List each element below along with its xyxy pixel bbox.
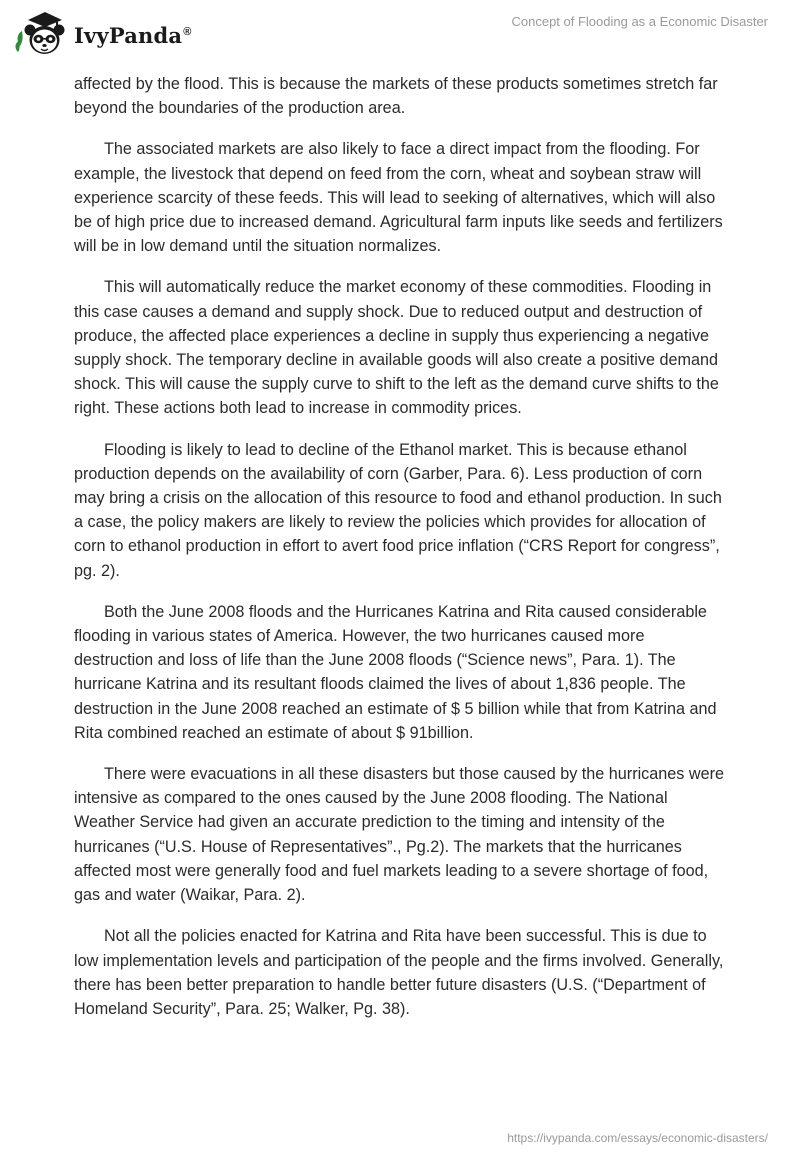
- page-header: [0, 0, 800, 70]
- source-url-link[interactable]: https://ivypanda.com/essays/economic-disasters/: [507, 1131, 768, 1145]
- logo-wordmark: IvyPanda®: [74, 22, 192, 48]
- paragraph: There were evacuations in all these disasters but those caused by the hurricanes were intensive as compared to the ones caused by the June 2008 flooding. The National Weather Service had given an accurate prediction to the timing and intensity of the hurricanes (“U.S. House of Representatives”., Pg.2). The markets that the hurricanes affected most were generally food and fuel markets leading to a severe shortage of food, gas and water (Waikar, Para. 2).: [74, 765, 724, 905]
- paragraph: Both the June 2008 floods and the Hurricanes Katrina and Rita caused considerable flooding in various states of America. However, the two hurricanes caused more destruction and loss of life than the June 2008 floods (“Science news”, Para. 1). The hurricane Katrina and its resultant floods claimed the lives of about 1,836 people. The destruction in the June 2008 reached an estimate of $ 5 billion while that from Katrina and Rita combined reached an estimate of about $ 91billion.: [74, 602, 717, 742]
- paragraph: affected by the flood. This is because the markets of these products sometimes stretch far beyond the boundaries of the production area.: [74, 75, 718, 118]
- panda-graduate-icon: [14, 8, 70, 60]
- paragraph: Not all the policies enacted for Katrina and Rita have been successful. This is due to low implementation levels and participation of the people and the firms involved. Generally, there has been better preparation to handle better future disasters (U.S. (“Department of Homeland Security”, Para. 25; Walker, Pg. 38).: [74, 927, 724, 1018]
- ivypanda-logo[interactable]: [14, 8, 192, 60]
- document-title: Concept of Flooding as a Economic Disaster: [511, 14, 768, 29]
- paragraph: The associated markets are also likely to face a direct impact from the flooding. For example, the livestock that depend on feed from the corn, wheat and soybean straw will experience scarcity of these feeds. This will lead to seeking of alternatives, which will also be of high price due to increased demand. Agricultural farm inputs like seeds and fertilizers will be in low demand until the situation normalizes.: [74, 140, 723, 256]
- paragraph: This will automatically reduce the market economy of these commodities. Flooding in this case causes a demand and supply shock. Due to reduced output and destruction of produce, the affected place experiences a decline in supply thus experiencing a negative supply shock. The temporary decline in available goods will also create a positive demand shock. This will cause the supply curve to shift to the left as the demand curve shifts to the right. These actions both lead to increase in commodity prices.: [74, 278, 719, 418]
- paragraph: Flooding is likely to lead to decline of the Ethanol market. This is because ethanol production depends on the availability of corn (Garber, Para. 6). Less production of corn may bring a crisis on the allocation of this resource to food and ethanol production. In such a case, the policy makers are likely to review the policies which provides for allocation of corn to ethanol production in effort to avert food price inflation (“CRS Report for congress”, pg. 2).: [74, 440, 722, 580]
- essay-body: [74, 72, 726, 1038]
